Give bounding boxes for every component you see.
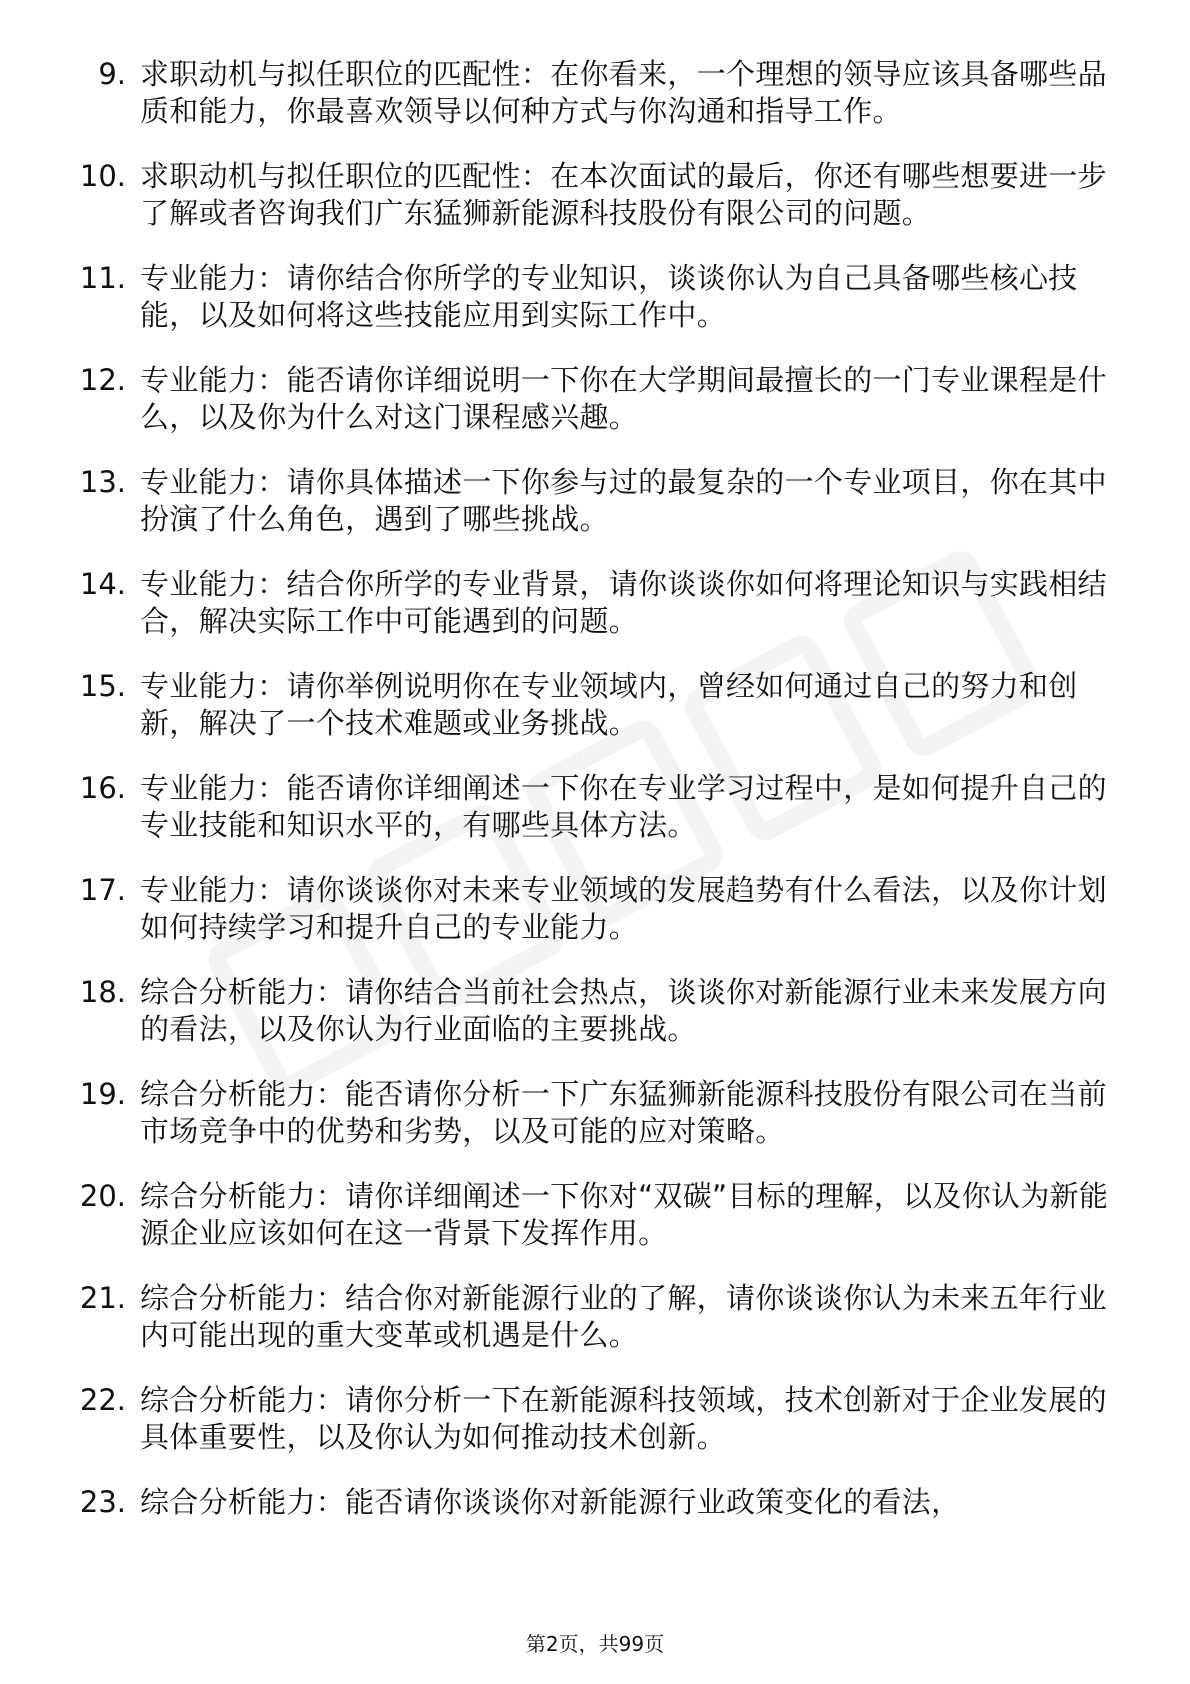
question-number: 12.	[79, 363, 126, 397]
question-item	[62, 260, 1122, 334]
question-text: 综合分析能力：能否请你分析一下广东猛狮新能源科技股份有限公司在当前市场竞争中的优势和劣势，以及可能的应对策略。	[140, 1077, 1107, 1148]
page-footer	[0, 1632, 1190, 1656]
question-text: 专业能力：结合你所学的专业背景，请你谈谈你如何将理论知识与实践相结合，解决实际工作中可能遇到的问题。	[140, 567, 1107, 638]
question-item	[62, 158, 1122, 232]
question-number: 17.	[79, 873, 126, 907]
question-item	[62, 1178, 1122, 1252]
question-text: 综合分析能力：请你分析一下在新能源科技领域，技术创新对于企业发展的具体重要性，以及你认为如何推动技术创新。	[140, 1383, 1107, 1454]
question-text: 综合分析能力：能否请你谈谈你对新能源行业政策变化的看法，	[140, 1485, 961, 1519]
question-item	[62, 872, 1122, 946]
question-number: 22.	[79, 1383, 126, 1417]
question-text: 综合分析能力：结合你对新能源行业的了解，请你谈谈你认为未来五年行业内可能出现的重大变革或机遇是什么。	[140, 1281, 1107, 1352]
question-item	[62, 974, 1122, 1048]
question-item	[62, 56, 1122, 130]
question-number: 10.	[79, 159, 126, 193]
question-number: 23.	[79, 1485, 126, 1519]
question-list	[62, 56, 1122, 1549]
question-item	[62, 770, 1122, 844]
question-number: 15.	[79, 669, 126, 703]
question-item	[62, 1280, 1122, 1354]
question-number: 18.	[79, 975, 126, 1009]
question-item	[62, 1382, 1122, 1456]
question-text: 综合分析能力：请你结合当前社会热点，谈谈你对新能源行业未来发展方向的看法，以及你认为行业面临的主要挑战。	[140, 975, 1107, 1046]
question-number: 11.	[79, 261, 126, 295]
page-number-label: 第2页，共99页	[525, 1632, 665, 1656]
question-item	[62, 464, 1122, 538]
question-text: 专业能力：请你结合你所学的专业知识，谈谈你认为自己具备哪些核心技能，以及如何将这些技能应用到实际工作中。	[140, 261, 1078, 332]
question-text: 专业能力：请你举例说明你在专业领域内，曾经如何通过自己的努力和创新，解决了一个技术难题或业务挑战。	[140, 669, 1078, 740]
question-text: 专业能力：能否请你详细说明一下你在大学期间最擅长的一门专业课程是什么，以及你为什么对这门课程感兴趣。	[140, 363, 1107, 434]
question-number: 19.	[79, 1077, 126, 1111]
question-text: 求职动机与拟任职位的匹配性：在你看来，一个理想的领导应该具备哪些品质和能力，你最喜欢领导以何种方式与你沟通和指导工作。	[140, 57, 1107, 128]
question-item	[62, 566, 1122, 640]
question-number: 16.	[79, 771, 126, 805]
question-text: 专业能力：能否请你详细阐述一下你在专业学习过程中，是如何提升自己的专业技能和知识水平的，有哪些具体方法。	[140, 771, 1107, 842]
question-number: 20.	[79, 1179, 126, 1213]
question-number: 14.	[79, 567, 126, 601]
question-item	[62, 1484, 1122, 1521]
question-item	[62, 1076, 1122, 1150]
question-item	[62, 362, 1122, 436]
question-number: 9.	[98, 57, 126, 91]
question-text: 求职动机与拟任职位的匹配性：在本次面试的最后，你还有哪些想要进一步了解或者咨询我们广东猛狮新能源科技股份有限公司的问题。	[140, 159, 1107, 230]
question-number: 21.	[79, 1281, 126, 1315]
question-text: 专业能力：请你谈谈你对未来专业领域的发展趋势有什么看法，以及你计划如何持续学习和提升自己的专业能力。	[140, 873, 1107, 944]
question-text: 专业能力：请你具体描述一下你参与过的最复杂的一个专业项目，你在其中扮演了什么角色，遇到了哪些挑战。	[140, 465, 1107, 536]
question-text: 综合分析能力：请你详细阐述一下你对“双碳”目标的理解，以及你认为新能源企业应该如何在这一背景下发挥作用。	[140, 1179, 1109, 1250]
question-number: 13.	[79, 465, 126, 499]
question-item	[62, 668, 1122, 742]
